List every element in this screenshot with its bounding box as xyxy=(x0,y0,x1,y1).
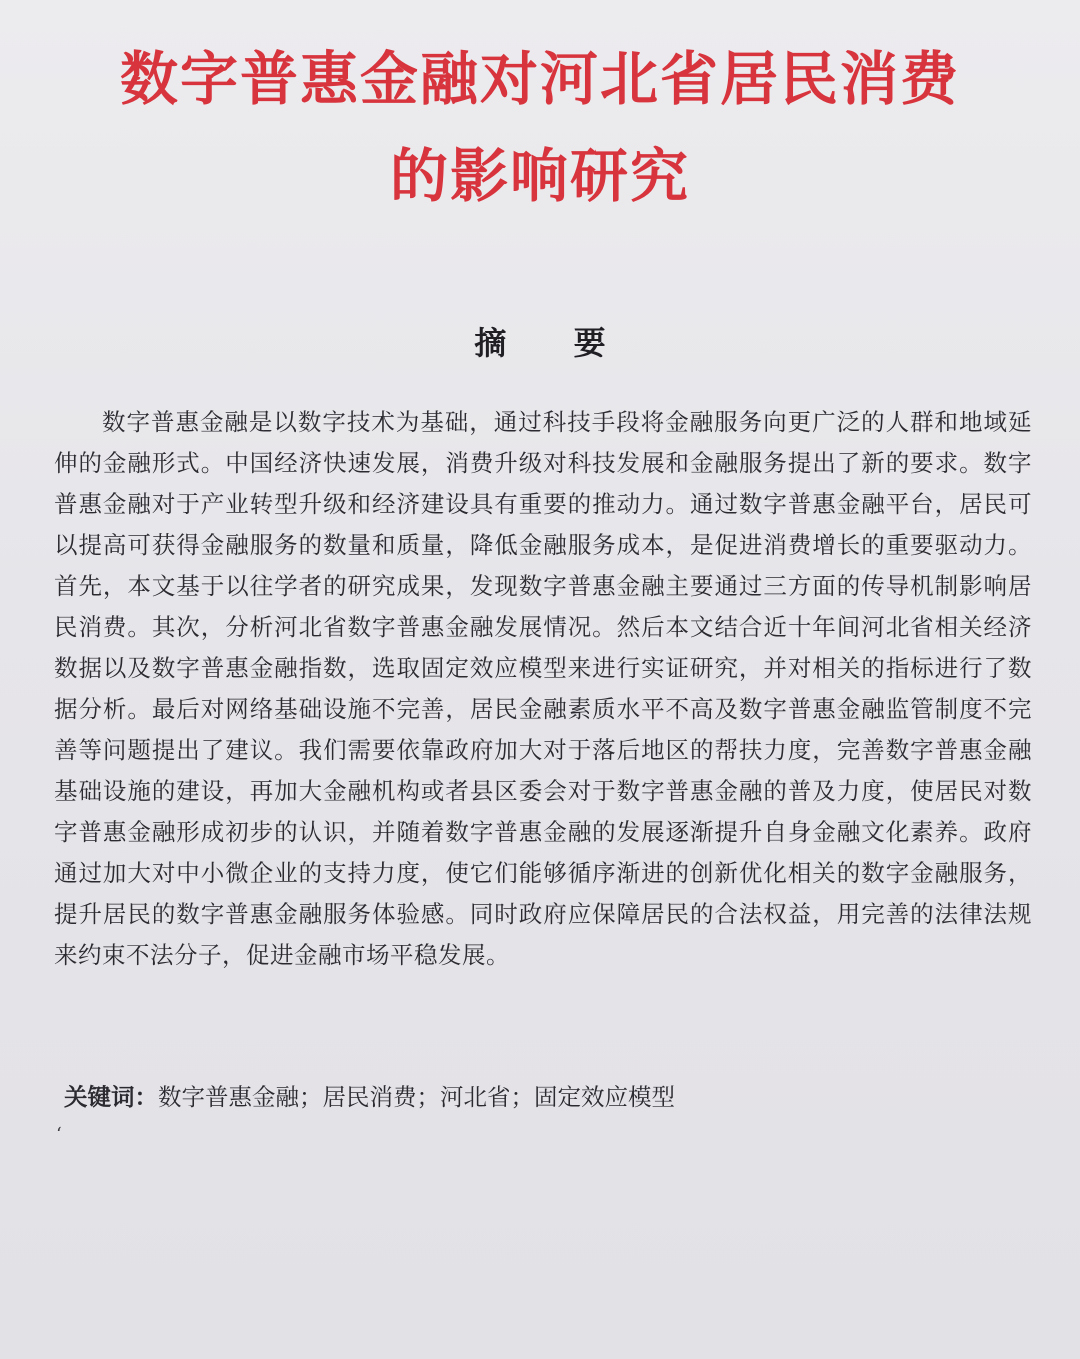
abstract-paragraph: 数字普惠金融是以数字技术为基础，通过科技手段将金融服务向更广泛的人群和地域延伸的金融形式。中国经济快速发展，消费升级对科技发展和金融服务提出了新的要求。数字普惠金融对于产业转型升级和经济建设具有重要的推动力。通过数字普惠金融平台，居民可以提高可获得金融服务的数量和质量，降低金融服务成本，是促进消费增长的重要驱动力。首先，本文基于以往学者的研究成果，发现数字普惠金融主要通过三方面的传导机制影响居民消费。其次，分析河北省数字普惠金融发展情况。然后本文结合近十年间河北省相关经济数据以及数字普惠金融指数，选取固定效应模型来进行实证研究，并对相关的指标进行了数据分析。最后对网络基础设施不完善，居民金融素质水平不高及数字普惠金融监管制度不完善等问题提出了建议。我们需要依靠政府加大对于落后地区的帮扶力度，完善数字普惠金融基础设施的建设，再加大金融机构或者县区委会对于数字普惠金融的普及力度，使居民对数字普惠金融形成初步的认识，并随着数字普惠金融的发展逐渐提升自身金融文化素养。政府通过加大对中小微企业的支持力度，使它们能够循序渐进的创新优化相关的数字金融服务，提升居民的数字普惠金融服务体验感。同时政府应保障居民的合法权益，用完善的法律法规来约束不法分子，促进金融市场平稳发展。 xyxy=(54,408,1032,969)
keywords-line xyxy=(64,1078,675,1112)
title-line-1: 数字普惠金融对河北省居民消费 xyxy=(119,45,960,113)
abstract-heading: 摘 要 xyxy=(474,324,634,362)
keywords-list: 数字普惠金融；居民消费；河北省；固定效应模型 xyxy=(158,1083,675,1111)
keywords-label: 关键词： xyxy=(64,1083,158,1111)
stray-mark: ‘ xyxy=(56,1124,62,1145)
title-line-2: 的影响研究 xyxy=(389,142,690,210)
